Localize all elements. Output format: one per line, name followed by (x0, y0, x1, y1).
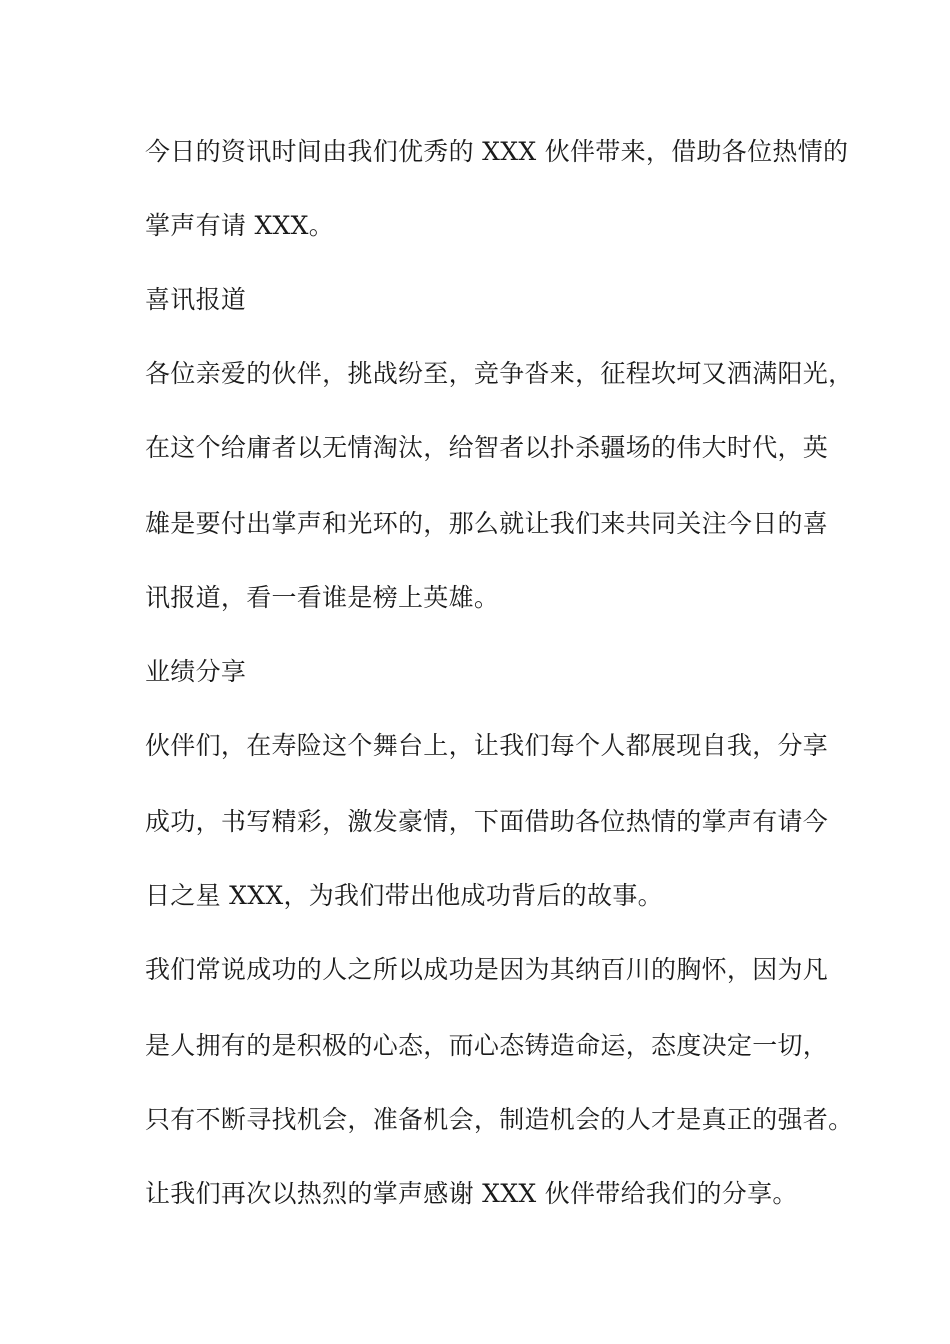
text-line: 日之星 XXX，为我们带出他成功背后的故事。 (145, 881, 663, 910)
text-line: 让我们再次以热烈的掌声感谢 XXX 伙伴带给我们的分享。 (145, 1179, 798, 1208)
section-heading: 业绩分享 (145, 657, 247, 686)
text-line: 雄是要付出掌声和光环的，那么就让我们来共同关注今日的喜 (145, 509, 829, 538)
text-line: 伙伴们，在寿险这个舞台上，让我们每个人都展现自我，分享 (145, 731, 829, 760)
section-heading: 喜讯报道 (145, 285, 247, 314)
text-line: 今日的资讯时间由我们优秀的 XXX 伙伴带来，借助各位热情的 (145, 137, 849, 166)
text-line: 只有不断寻找机会，准备机会，制造机会的人才是真正的强者。 (145, 1105, 854, 1134)
text-line: 我们常说成功的人之所以成功是因为其纳百川的胸怀，因为凡 (145, 955, 829, 984)
text-line: 是人拥有的是积极的心态，而心态铸造命运，态度决定一切， (145, 1031, 829, 1060)
text-line: 掌声有请 XXX。 (145, 211, 335, 240)
text-line: 讯报道，看一看谁是榜上英雄。 (145, 583, 500, 612)
text-line: 成功，书写精彩，激发豪情，下面借助各位热情的掌声有请今 (145, 807, 829, 836)
text-line: 各位亲爱的伙伴，挑战纷至，竞争沓来，征程坎坷又洒满阳光， (145, 359, 854, 388)
text-line: 在这个给庸者以无情淘汰，给智者以扑杀疆场的伟大时代，英 (145, 433, 829, 462)
